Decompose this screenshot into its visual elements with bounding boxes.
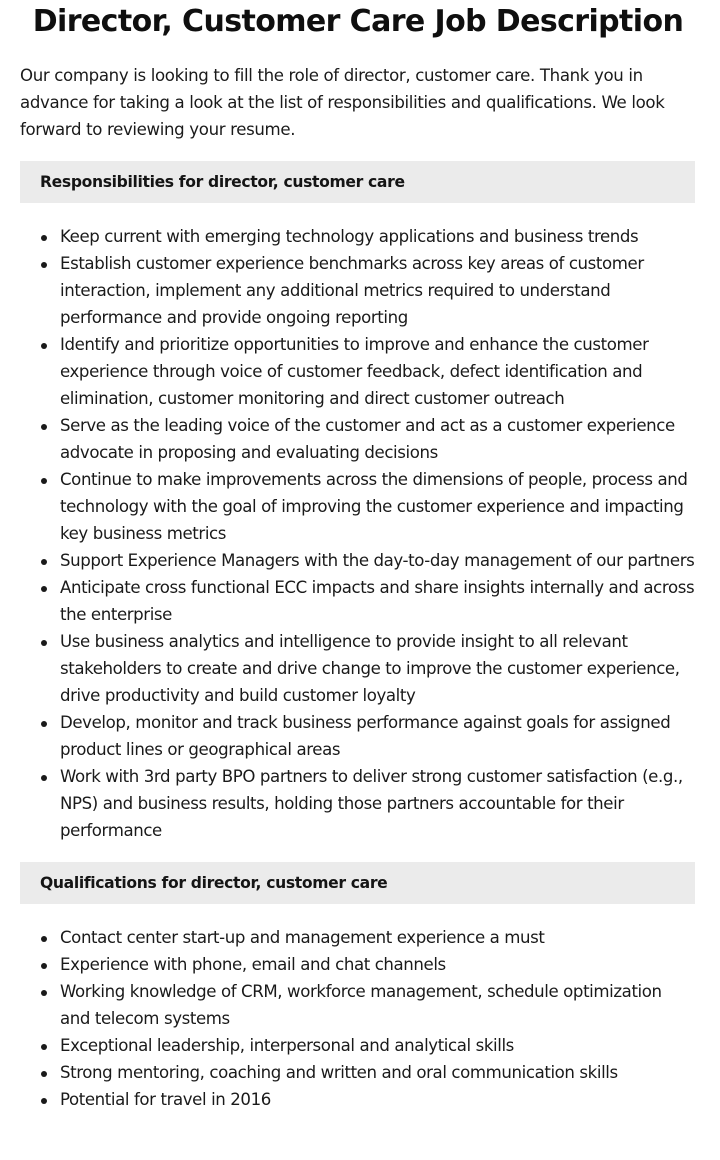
page-title: Director, Customer Care Job Description [32, 4, 684, 39]
bullet-icon [41, 1098, 47, 1104]
list-item [20, 924, 696, 951]
responsibilities-heading: Responsibilities for director, customer care [20, 161, 695, 203]
list-item-text: Develop, monitor and track business performance against goals for assigned product lines or geographical areas [60, 713, 671, 759]
list-item-text: Support Experience Managers with the day-to-day management of our partners [60, 551, 695, 570]
bullet-icon [41, 262, 47, 268]
list-item-text: Strong mentoring, coaching and written and oral communication skills [60, 1063, 618, 1082]
bullet-icon [41, 1044, 47, 1050]
bullet-icon [41, 640, 47, 646]
list-item-text: Work with 3rd party BPO partners to deliver strong customer satisfaction (e.g., NPS) and business results, holding those partners accountable for their performance [60, 767, 683, 840]
list-item [20, 547, 696, 574]
bullet-icon [41, 424, 47, 430]
list-item [20, 1032, 696, 1059]
list-item [20, 250, 696, 331]
list-item [20, 412, 696, 466]
bullet-icon [41, 235, 47, 241]
list-item [20, 1086, 696, 1113]
bullet-icon [41, 963, 47, 969]
bullet-icon [41, 936, 47, 942]
list-item [20, 331, 696, 412]
list-item-text: Identify and prioritize opportunities to improve and enhance the customer experience through voice of customer feedback, defect identification and elimination, customer monitoring and direct customer outreach [60, 335, 649, 408]
list-item [20, 978, 696, 1032]
list-item [20, 574, 696, 628]
list-item [20, 951, 696, 978]
bullet-icon [41, 343, 47, 349]
list-item-text: Keep current with emerging technology applications and business trends [60, 227, 639, 246]
list-item-text: Potential for travel in 2016 [60, 1090, 271, 1109]
intro-paragraph: Our company is looking to fill the role of director, customer care. Thank you in advance for taking a look at the list of responsibilities and qualifications. We look forward to reviewing your resume. [20, 66, 665, 139]
qualifications-list [20, 924, 696, 1113]
list-item-text: Contact center start-up and management experience a must [60, 928, 545, 947]
bullet-icon [41, 586, 47, 592]
list-item [20, 466, 696, 547]
bullet-icon [41, 1071, 47, 1077]
list-item-text: Serve as the leading voice of the customer and act as a customer experience advocate in proposing and evaluating decisions [60, 416, 675, 462]
list-item [20, 709, 696, 763]
responsibilities-list [20, 223, 696, 844]
bullet-icon [41, 990, 47, 996]
list-item-text: Continue to make improvements across the dimensions of people, process and technology with the goal of improving the customer experience and impacting key business metrics [60, 470, 688, 543]
list-item-text: Experience with phone, email and chat channels [60, 955, 446, 974]
list-item [20, 763, 696, 844]
list-item [20, 628, 696, 709]
list-item-text: Establish customer experience benchmarks across key areas of customer interaction, implement any additional metrics required to understand performance and provide ongoing reporting [60, 254, 644, 327]
bullet-icon [41, 775, 47, 781]
list-item-text: Anticipate cross functional ECC impacts and share insights internally and across the enterprise [60, 578, 695, 624]
bullet-icon [41, 559, 47, 565]
list-item [20, 223, 696, 250]
list-item [20, 1059, 696, 1086]
list-item-text: Exceptional leadership, interpersonal and analytical skills [60, 1036, 514, 1055]
qualifications-heading: Qualifications for director, customer care [20, 862, 695, 904]
bullet-icon [41, 721, 47, 727]
list-item-text: Use business analytics and intelligence to provide insight to all relevant stakeholders to create and drive change to improve the customer experience, drive productivity and build customer loyalty [60, 632, 680, 705]
list-item-text: Working knowledge of CRM, workforce management, schedule optimization and telecom systems [60, 982, 662, 1028]
bullet-icon [41, 478, 47, 484]
